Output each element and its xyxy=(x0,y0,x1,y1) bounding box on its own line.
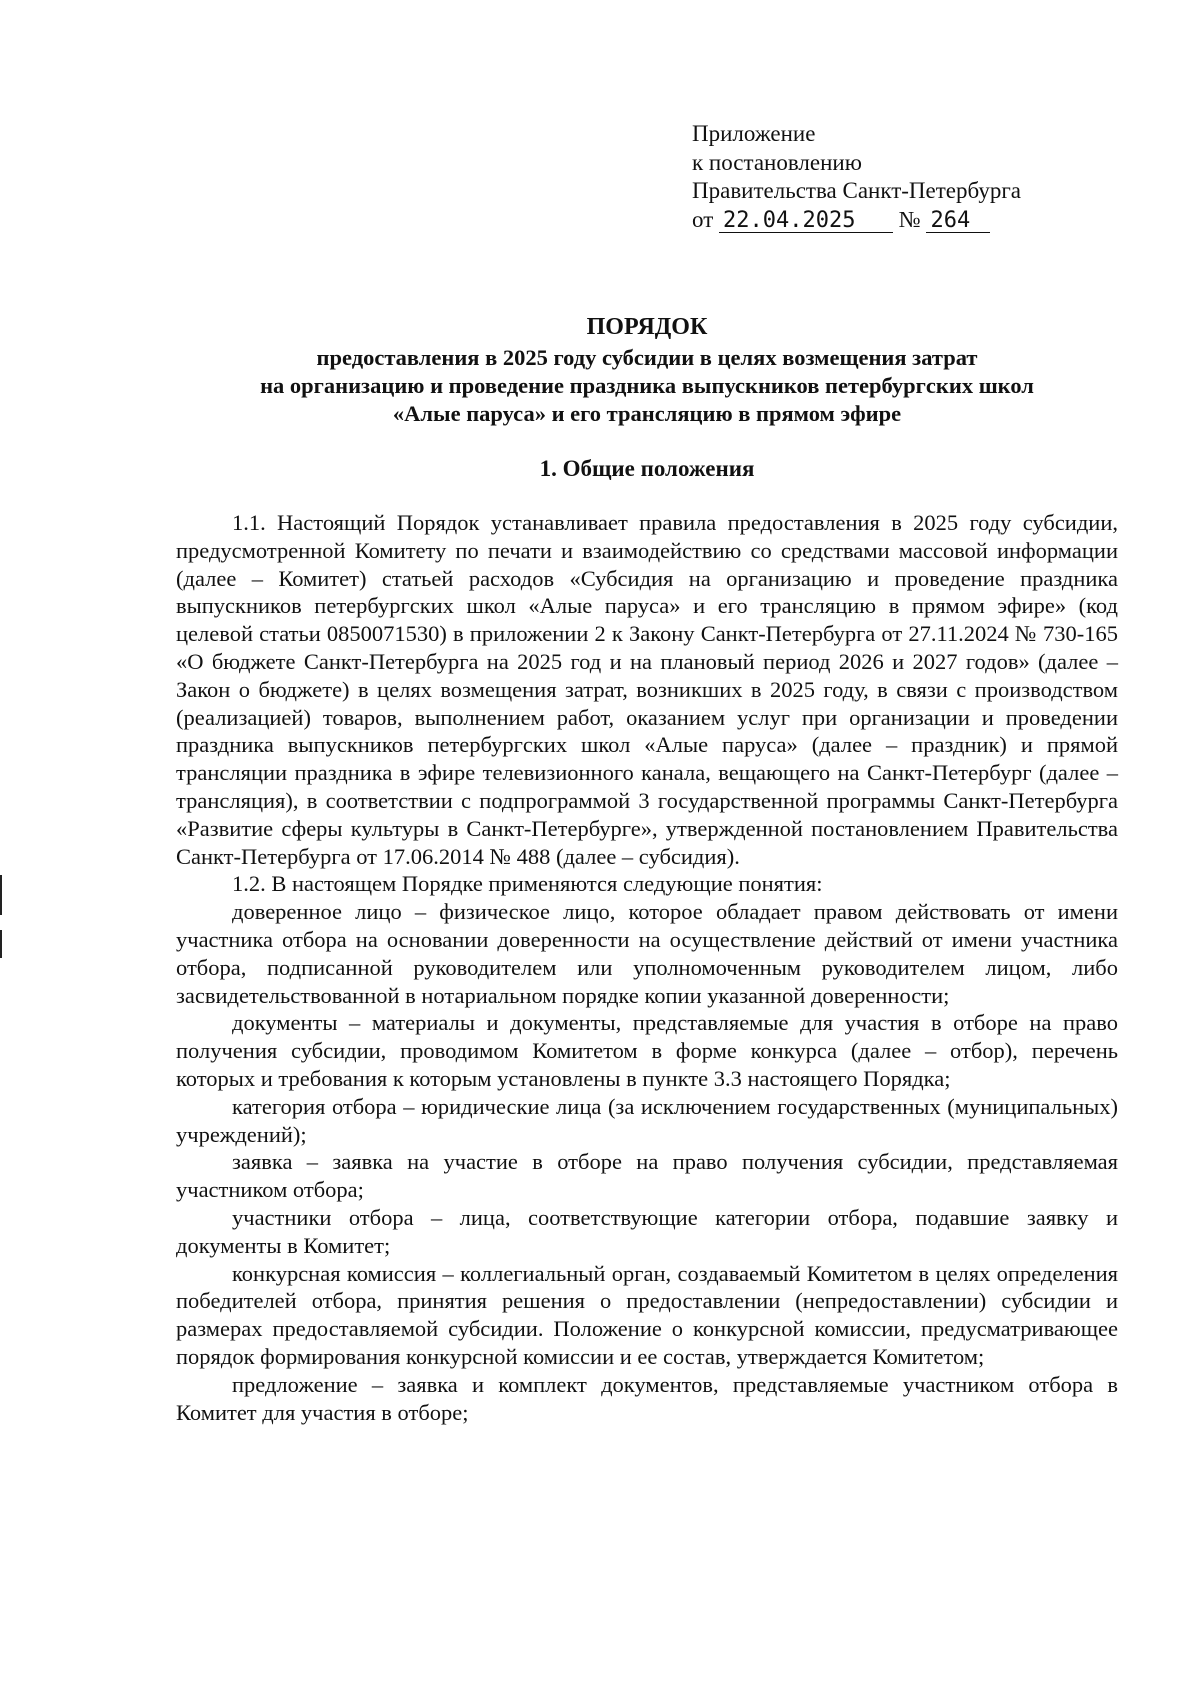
title-main: ПОРЯДОК xyxy=(586,314,708,340)
paragraph: участники отбора – лица, соответствующие категории отбора, подавшие заявку и документы в Комитет; xyxy=(176,1204,1118,1258)
from-label: от xyxy=(692,206,714,232)
section-heading: 1. Общие положения xyxy=(539,456,755,481)
paragraph: 1.1. Настоящий Порядок устанавливает правила предоставления в 2025 году субсидии, предусмотренной Комитету по печати и взаимодействию со средствами массовой информации (далее – Комитет) статьей расходов «Субсидия на организацию и проведение праздника выпускников петербургских школ «Алые паруса» и его трансляцию в прямом эфире» (код целевой статьи 0850071530) в приложении 2 к Закону Санкт-Петербурга от 27.11.2024 № 730-165 «О бюджете Санкт-Петербурга на 2025 год и на плановый период 2026 и 2027 годов» (далее – Закон о бюджете) в целях возмещения затрат, возникших в 2025 году, в связи с производством (реализацией) товаров, выполнением работ, оказанием услуг при организации и проведении праздника выпускников петербургских школ «Алые паруса» (далее – праздник) и прямой трансляции праздника в эфире телевизионного канала, вещающего на Санкт-Петербург (далее – трансляция), в соответствии с подпрограммой 3 государственной программы Санкт-Петербурга «Развитие сферы культуры в Санкт-Петербурге», утвержденной постановлением Правительства Санкт-Петербурга от 17.06.2014 № 488 (далее – субсидия). xyxy=(176,510,1118,869)
paragraph: предложение – заявка и комплект документов, представляемые участником отбора в Комитет для участия в отборе; xyxy=(176,1371,1118,1425)
paragraph: 1.2. В настоящем Порядке применяются следующие понятия: xyxy=(232,871,823,897)
body-text xyxy=(176,509,1118,1426)
document-title xyxy=(176,312,1118,428)
title-line-3: «Алые паруса» и его трансляцию в прямом эфире xyxy=(392,401,902,426)
paragraph: категория отбора – юридические лица (за исключением государственных (муниципальных) учреждений); xyxy=(176,1093,1118,1147)
number-label: № xyxy=(898,206,921,232)
title-line-1: предоставления в 2025 году субсидии в целях возмещения затрат xyxy=(316,345,978,370)
paragraph: документы – материалы и документы, представляемые для участия в отборе на право получения субсидии, проводимом Комитетом в форме конкурса (далее – отбор), перечень которых и требования к которым установлены в пункте 3.3 настоящего Порядка; xyxy=(176,1010,1118,1091)
resolution-date: 22.04.2025 xyxy=(719,210,893,233)
scan-edge-mark xyxy=(0,875,2,915)
resolution-number: 264 xyxy=(926,210,990,233)
appendix-date-line xyxy=(692,206,1132,235)
paragraph: конкурсная комиссия – коллегиальный орган, создаваемый Комитетом в целях определения победителей отбора, принятия решения о предоставлении (непредоставлении) субсидии и размерах предоставляемой субсидии. Положение о конкурсной комиссии, предусматривающее порядок формирования конкурсной комиссии и ее состав, утверждается Комитетом; xyxy=(176,1260,1118,1369)
appendix-line-2: к постановлению xyxy=(692,149,862,175)
appendix-header xyxy=(692,120,1132,234)
paragraph: заявка – заявка на участие в отборе на право получения субсидии, представляемая участником отбора; xyxy=(176,1149,1118,1203)
scan-edge-mark xyxy=(0,930,2,958)
paragraph: доверенное лицо – физическое лицо, которое обладает правом действовать от имени участника отбора на основании доверенности на осуществление действий от имени участника отбора, подписанной руководителем или уполномоченным руководителем лицом, либо засвидетельствованной в нотариальном порядке копии указанной доверенности; xyxy=(176,899,1118,1008)
appendix-line-3: Правительства Санкт-Петербурга xyxy=(692,178,1021,203)
title-line-2: на организацию и проведение праздника выпускников петербургских школ xyxy=(260,373,1034,398)
appendix-line-1: Приложение xyxy=(692,121,816,146)
